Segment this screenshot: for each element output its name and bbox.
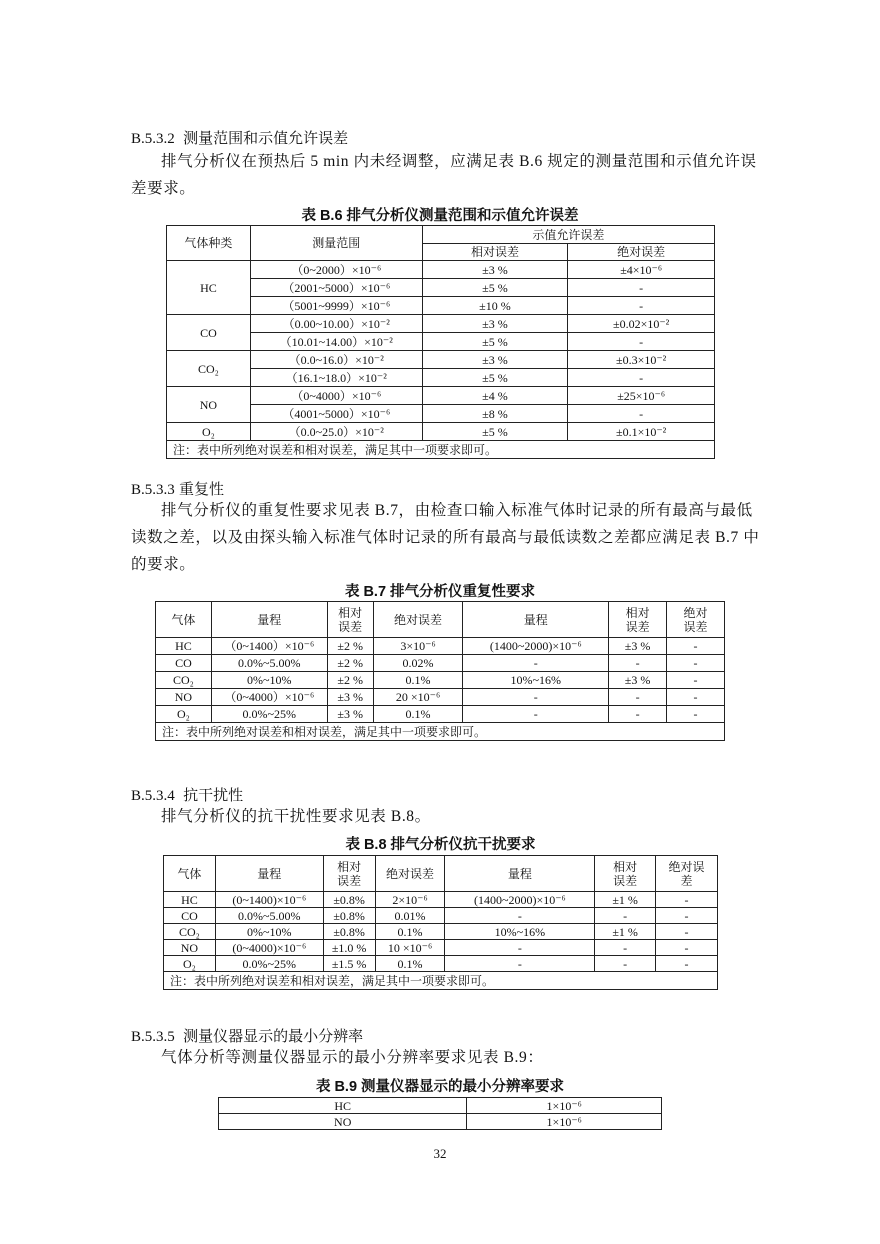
table-cell: O₂	[164, 956, 216, 972]
header-absolute-error: 绝对误差	[373, 602, 463, 638]
header-gas-type: 气体种类	[167, 226, 251, 261]
table-caption: 表 B.7 排气分析仪重复性要求	[344, 584, 536, 600]
paragraph-line: 读数之差，以及由探头输入标准气体时记录的所有最高与最低读数之差都应满足表 B.7 中	[131, 529, 760, 546]
header-range: 量程	[215, 856, 323, 892]
paragraph-line: 排气分析仪的抗干扰性要求见表 B.8。	[161, 808, 431, 825]
table-cell: 0.0%~5.00%	[211, 655, 327, 672]
table-cell: 0.1%	[373, 706, 463, 723]
abs-cell: ±0.1×10⁻²	[568, 423, 715, 441]
header-absolute-error: 绝对误差	[568, 244, 715, 261]
table-cell: 2×10⁻⁶	[375, 892, 445, 908]
range-cell: （2001~5000）×10⁻⁶	[250, 279, 422, 297]
table-row	[156, 638, 725, 655]
table-cell: CO₂	[164, 924, 216, 940]
table-cell: -	[463, 706, 609, 723]
table-cell: ±0.8%	[323, 924, 375, 940]
table-cell: HC	[219, 1098, 467, 1114]
paragraph-line: 的要求。	[131, 556, 196, 573]
table-cell: -	[445, 908, 595, 924]
table-cell: ±2 %	[327, 672, 373, 689]
table-cell: NO	[164, 940, 216, 956]
table-row	[156, 706, 725, 723]
table-cell: -	[667, 655, 725, 672]
table-row	[167, 387, 715, 405]
table-row	[167, 423, 715, 441]
gas-cell: NO	[167, 387, 251, 423]
section-number: B.5.3.5	[131, 1029, 175, 1045]
table-cell: ±0.8%	[323, 892, 375, 908]
table-row	[164, 908, 718, 924]
rel-cell: ±5 %	[422, 369, 568, 387]
table-b8	[163, 855, 718, 990]
section-heading-b535	[131, 1025, 363, 1046]
table-cell: HC	[156, 638, 212, 655]
table-cell: -	[445, 940, 595, 956]
table-cell: -	[667, 689, 725, 706]
header-range: 量程	[445, 856, 595, 892]
table-b7	[155, 601, 725, 741]
table-row	[156, 672, 725, 689]
table-b6	[166, 225, 715, 459]
header-relative-error: 相对误差	[595, 856, 656, 892]
section-title: 抗干扰性	[183, 787, 244, 804]
header-absolute-error: 绝对误差	[667, 602, 725, 638]
abs-cell: ±0.3×10⁻²	[568, 351, 715, 369]
header-gas: 气体	[156, 602, 212, 638]
table-cell: CO	[164, 908, 216, 924]
section-heading-b533	[131, 478, 224, 499]
section-number: B.5.3.2	[131, 131, 175, 147]
header-gas: 气体	[164, 856, 216, 892]
table-row	[164, 892, 718, 908]
section-title: 重复性	[178, 481, 224, 498]
table-cell: NO	[156, 689, 212, 706]
table-cell: -	[656, 940, 718, 956]
table-cell: 10%~16%	[445, 924, 595, 940]
table-cell: 0.1%	[375, 924, 445, 940]
table-cell: -	[595, 956, 656, 972]
page-number: 32	[433, 1146, 447, 1161]
table-cell: (1400~2000)×10⁻⁶	[463, 638, 609, 655]
range-cell: （0.0~16.0）×10⁻²	[250, 351, 422, 369]
range-cell: （16.1~18.0）×10⁻²	[250, 369, 422, 387]
rel-cell: ±5 %	[422, 333, 568, 351]
table-cell: (0~4000)×10⁻⁶	[215, 940, 323, 956]
table-cell: 0.0%~25%	[215, 956, 323, 972]
table-cell: ±3 %	[609, 638, 667, 655]
rel-cell: ±4 %	[422, 387, 568, 405]
gas-cell: CO₂	[167, 351, 251, 387]
table-row	[164, 940, 718, 956]
table-cell: -	[595, 908, 656, 924]
table-cell: 1×10⁻⁶	[467, 1114, 662, 1130]
table-cell: ±3 %	[327, 706, 373, 723]
header-relative-error: 相对误差	[323, 856, 375, 892]
table-note: 注：表中所列绝对误差和相对误差，满足其中一项要求即可。	[167, 441, 715, 459]
range-cell: （5001~9999）×10⁻⁶	[250, 297, 422, 315]
table-cell: （0~1400）×10⁻⁶	[211, 638, 327, 655]
rel-cell: ±8 %	[422, 405, 568, 423]
table-cell: 10%~16%	[463, 672, 609, 689]
table-cell: NO	[219, 1114, 467, 1130]
table-cell: CO₂	[156, 672, 212, 689]
table-caption: 表 B.6 排气分析仪测量范围和示值允许误差	[301, 208, 579, 224]
table-cell: -	[667, 706, 725, 723]
table-cell: （0~4000）×10⁻⁶	[211, 689, 327, 706]
range-cell: （0.00~10.00）×10⁻²	[250, 315, 422, 333]
header-allowed-error: 示值允许误差	[422, 226, 714, 244]
header-relative-error: 相对误差	[327, 602, 373, 638]
table-cell: ±3 %	[327, 689, 373, 706]
table-note: 注：表中所列绝对误差和相对误差，满足其中一项要求即可。	[164, 972, 718, 990]
abs-cell: -	[568, 369, 715, 387]
section-number: B.5.3.4	[131, 788, 175, 804]
abs-cell: ±0.02×10⁻²	[568, 315, 715, 333]
range-cell: （10.01~14.00）×10⁻²	[250, 333, 422, 351]
section-title: 测量范围和示值允许误差	[183, 130, 349, 147]
table-cell: 3×10⁻⁶	[373, 638, 463, 655]
table-cell: (1400~2000)×10⁻⁶	[445, 892, 595, 908]
table-cell: -	[609, 689, 667, 706]
table-cell: -	[595, 940, 656, 956]
rel-cell: ±5 %	[422, 279, 568, 297]
table-cell: ±1 %	[595, 892, 656, 908]
table-cell: -	[656, 892, 718, 908]
abs-cell: ±4×10⁻⁶	[568, 261, 715, 279]
rel-cell: ±5 %	[422, 423, 568, 441]
range-cell: （0.0~25.0）×10⁻²	[250, 423, 422, 441]
table-cell: ±2 %	[327, 638, 373, 655]
table-cell: 20 ×10⁻⁶	[373, 689, 463, 706]
abs-cell: -	[568, 333, 715, 351]
header-absolute-error: 绝对误差	[375, 856, 445, 892]
header-range: 量程	[211, 602, 327, 638]
table-cell: ±2 %	[327, 655, 373, 672]
paragraph-line: 排气分析仪的重复性要求见表 B.7，由检查口输入标准气体时记录的所有最高与最低	[161, 502, 753, 519]
table-row	[167, 315, 715, 333]
table-cell: -	[463, 689, 609, 706]
paragraph-line: 气体分析等测量仪器显示的最小分辨率要求见表 B.9：	[161, 1049, 544, 1066]
header-range: 测量范围	[250, 226, 422, 261]
table-cell: 0%~10%	[211, 672, 327, 689]
table-cell: ±1.0 %	[323, 940, 375, 956]
abs-cell: ±25×10⁻⁶	[568, 387, 715, 405]
table-row	[167, 261, 715, 279]
header-relative-error: 相对误差	[609, 602, 667, 638]
table-cell: ±3 %	[609, 672, 667, 689]
table-cell: -	[445, 956, 595, 972]
table-cell: 0.01%	[375, 908, 445, 924]
abs-cell: -	[568, 279, 715, 297]
abs-cell: -	[568, 405, 715, 423]
section-title: 测量仪器显示的最小分辨率	[183, 1028, 364, 1045]
table-cell: 0.0%~5.00%	[215, 908, 323, 924]
table-row	[219, 1098, 662, 1114]
table-cell: -	[463, 655, 609, 672]
rel-cell: ±3 %	[422, 261, 568, 279]
table-cell: O₂	[156, 706, 212, 723]
table-cell: -	[656, 908, 718, 924]
table-row	[164, 924, 718, 940]
section-heading-b532	[131, 127, 348, 148]
table-cell: HC	[164, 892, 216, 908]
table-note: 注：表中所列绝对误差和相对误差，满足其中一项要求即可。	[156, 723, 725, 741]
rel-cell: ±3 %	[422, 315, 568, 333]
table-cell: CO	[156, 655, 212, 672]
gas-cell: CO	[167, 315, 251, 351]
table-cell: -	[609, 706, 667, 723]
header-relative-error: 相对误差	[422, 244, 568, 261]
table-cell: -	[656, 924, 718, 940]
table-cell: 0.1%	[375, 956, 445, 972]
table-cell: 0.02%	[373, 655, 463, 672]
table-row	[219, 1114, 662, 1130]
table-cell: -	[667, 638, 725, 655]
rel-cell: ±10 %	[422, 297, 568, 315]
table-cell: -	[667, 672, 725, 689]
range-cell: （4001~5000）×10⁻⁶	[250, 405, 422, 423]
table-caption: 表 B.9 测量仪器显示的最小分辨率要求	[315, 1079, 565, 1095]
table-caption: 表 B.8 排气分析仪抗干扰要求	[345, 837, 536, 853]
table-cell: 0.0%~25%	[211, 706, 327, 723]
section-heading-b534	[131, 784, 243, 805]
table-cell: ±1 %	[595, 924, 656, 940]
table-row	[164, 956, 718, 972]
table-cell: -	[609, 655, 667, 672]
abs-cell: -	[568, 297, 715, 315]
table-cell: 1×10⁻⁶	[467, 1098, 662, 1114]
table-cell: 10 ×10⁻⁶	[375, 940, 445, 956]
table-cell: (0~1400)×10⁻⁶	[215, 892, 323, 908]
gas-cell: O₂	[167, 423, 251, 441]
table-row	[167, 351, 715, 369]
table-row	[156, 655, 725, 672]
table-cell: 0%~10%	[215, 924, 323, 940]
range-cell: （0~2000）×10⁻⁶	[250, 261, 422, 279]
header-range: 量程	[463, 602, 609, 638]
table-cell: 0.1%	[373, 672, 463, 689]
section-number: B.5.3.3	[131, 482, 175, 498]
gas-cell: HC	[167, 261, 251, 315]
paragraph-line: 差要求。	[131, 180, 196, 197]
table-b9	[218, 1097, 662, 1130]
range-cell: （0~4000）×10⁻⁶	[250, 387, 422, 405]
table-cell: ±0.8%	[323, 908, 375, 924]
table-cell: -	[656, 956, 718, 972]
table-cell: ±1.5 %	[323, 956, 375, 972]
paragraph-line: 排气分析仪在预热后 5 min 内未经调整，应满足表 B.6 规定的测量范围和示值允许误	[161, 153, 757, 170]
table-row	[156, 689, 725, 706]
rel-cell: ±3 %	[422, 351, 568, 369]
header-absolute-error: 绝对误差	[656, 856, 718, 892]
